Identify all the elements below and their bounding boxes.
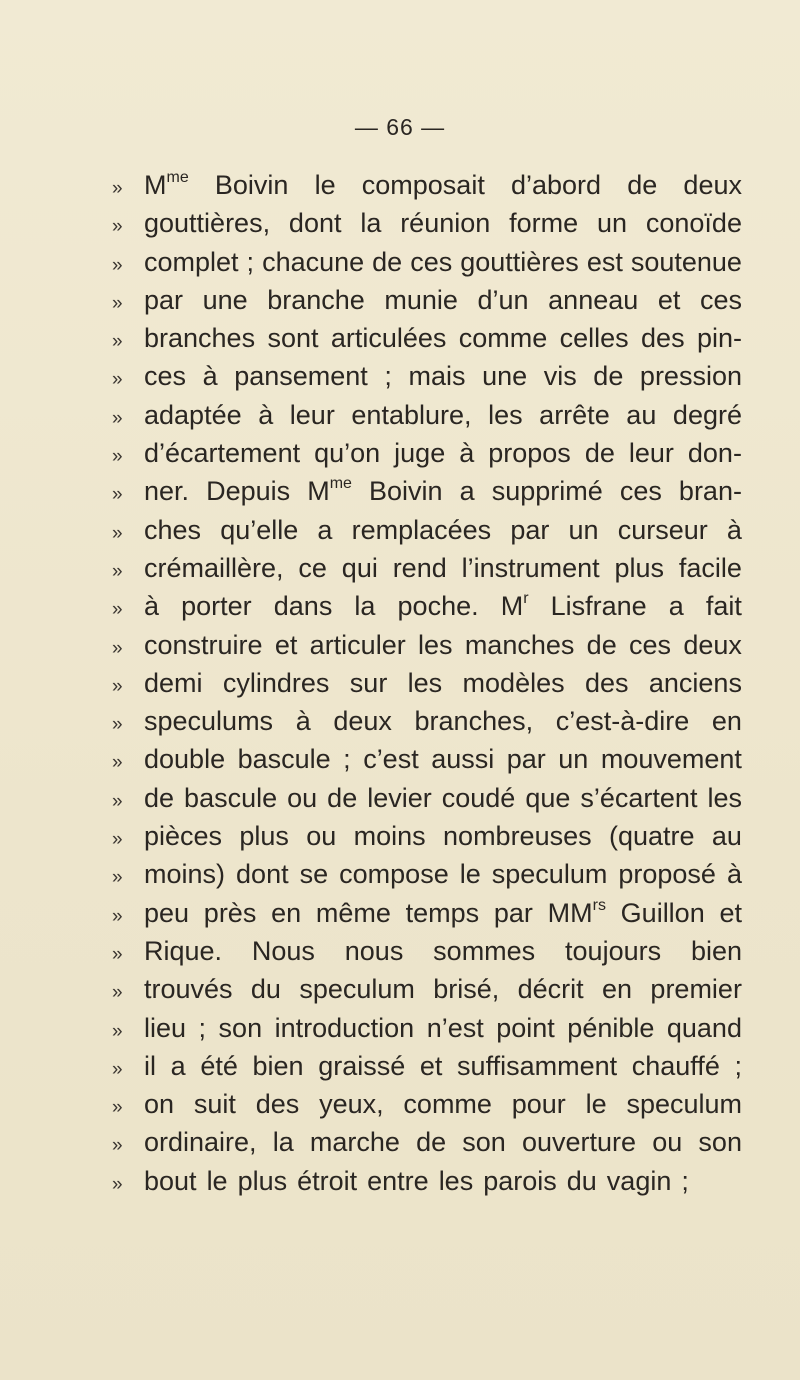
word: Nous: [251, 935, 315, 966]
word: ;: [734, 1050, 742, 1081]
quote-mark: »: [112, 637, 123, 659]
word: pansement: [234, 361, 368, 392]
word: bien: [690, 935, 742, 966]
quote-mark: »: [112, 943, 123, 965]
word: une: [202, 284, 248, 315]
line-content: [144, 974, 742, 1005]
quote-mark: »: [112, 1020, 123, 1042]
text-line: [112, 898, 742, 936]
word: le: [314, 170, 336, 200]
word: d’abord: [510, 170, 602, 200]
word: ches: [144, 514, 202, 545]
word: l’instrument: [461, 552, 600, 583]
word: par: [144, 284, 184, 315]
word: aussi: [431, 744, 495, 775]
word: qu’on: [314, 438, 381, 469]
word: articuler: [309, 629, 406, 660]
word: de: [593, 361, 624, 392]
word: à: [726, 514, 742, 545]
word: dont: [236, 859, 289, 890]
word: anciens: [648, 667, 742, 698]
word: par: [510, 514, 550, 545]
word: c’est: [363, 744, 419, 775]
word: ou: [306, 821, 337, 852]
word: ces: [410, 246, 453, 277]
word: d’écartement: [144, 438, 301, 469]
word: ordinaire,: [144, 1127, 257, 1158]
word: pression: [639, 361, 742, 392]
line-content: [144, 630, 742, 661]
quote-mark: »: [112, 178, 123, 199]
word: Guillon: [620, 897, 705, 928]
word: complet: [144, 246, 239, 277]
text-line: [112, 1089, 742, 1127]
word: bien: [252, 1050, 304, 1081]
line-content: [144, 706, 742, 737]
text-line: [112, 553, 742, 591]
word: du: [250, 974, 281, 1005]
word: branches: [144, 323, 256, 354]
word: deux: [683, 629, 742, 660]
word: sont: [267, 323, 319, 354]
word: a: [170, 1050, 186, 1081]
quote-mark: »: [112, 369, 123, 391]
word: a: [668, 591, 684, 622]
text-line: [112, 630, 742, 668]
word: gouttières,: [144, 208, 271, 239]
word: nombreuses: [443, 821, 592, 852]
text-line: [112, 1166, 742, 1204]
word: parois: [483, 1165, 557, 1196]
word: porter: [181, 591, 252, 622]
word: brisé,: [433, 974, 500, 1005]
line-content: [144, 208, 742, 239]
text-line: [112, 476, 742, 514]
line-content: [144, 591, 742, 622]
word: un: [568, 514, 599, 545]
word: à: [726, 859, 742, 890]
word: ces: [699, 284, 742, 315]
text-line: [112, 783, 742, 821]
word: et: [657, 284, 681, 315]
text-line: [112, 859, 742, 897]
word: conoïde: [645, 208, 742, 239]
word: trouvés: [144, 974, 233, 1005]
word: entre: [367, 1165, 429, 1196]
word: entablure,: [351, 399, 472, 430]
word: un: [558, 744, 589, 775]
word: premier: [650, 974, 742, 1005]
text-line: [112, 208, 742, 246]
word: yeux,: [319, 1089, 384, 1120]
line-content: [144, 285, 742, 316]
word: juge: [394, 438, 446, 469]
word: a: [317, 514, 333, 545]
word: dans: [273, 591, 333, 622]
quote-mark: »: [112, 752, 123, 774]
word: étroit: [297, 1165, 358, 1196]
word: ces: [629, 629, 672, 660]
quote-mark: »: [112, 599, 123, 621]
word: dont: [288, 208, 342, 239]
word: du: [566, 1165, 597, 1196]
word: composait: [361, 170, 485, 200]
word: son: [218, 1012, 263, 1043]
word: supprimé: [491, 476, 603, 507]
word: sur: [349, 667, 388, 698]
word: degré: [672, 399, 742, 430]
text-line: [112, 361, 742, 399]
word: au: [626, 399, 657, 430]
word: toujours: [565, 935, 662, 966]
word: soutenue: [630, 246, 742, 277]
word: ;: [343, 744, 351, 775]
word: chacune: [262, 246, 365, 277]
word: près: [203, 897, 257, 928]
word: à: [258, 399, 274, 430]
quote-mark: »: [112, 867, 123, 889]
word: ouverture: [521, 1127, 637, 1158]
word: des: [641, 323, 685, 354]
text-line: [112, 821, 742, 859]
word: le: [206, 1165, 228, 1196]
line-content: [144, 783, 742, 814]
word: vagin: [606, 1165, 672, 1196]
word: le: [459, 859, 481, 890]
text-line: [112, 706, 742, 744]
word: à: [144, 591, 160, 622]
word: $M^{me}$: [144, 169, 189, 200]
word: $M^{me}$: [307, 475, 352, 507]
line-content: [144, 898, 742, 929]
line-content: [144, 476, 742, 507]
text-line: [112, 170, 742, 208]
word: modèles: [462, 667, 565, 698]
word: coudé: [441, 782, 516, 813]
line-content: [144, 936, 742, 967]
text-line: [112, 323, 742, 361]
quote-mark: »: [112, 254, 123, 276]
line-content: [144, 859, 742, 890]
word: d’un: [477, 284, 529, 315]
quote-mark: »: [112, 522, 123, 544]
word: qu’elle: [220, 514, 299, 545]
word: mouvement: [600, 744, 742, 775]
quote-mark: »: [112, 407, 123, 429]
line-content: [144, 1089, 742, 1120]
word: ces: [144, 361, 187, 392]
text-line: [112, 936, 742, 974]
word: les: [418, 629, 453, 660]
line-content: [144, 170, 742, 201]
word: articulées: [330, 323, 447, 354]
line-content: [144, 247, 742, 278]
line-content: [144, 821, 742, 852]
line-content: [144, 361, 742, 392]
text-line: [112, 515, 742, 553]
word: adaptée: [144, 399, 242, 430]
word: à: [202, 361, 218, 392]
quote-mark: »: [112, 1058, 123, 1080]
word: curseur: [617, 514, 708, 545]
word: ou: [652, 1127, 683, 1158]
word: construire: [144, 629, 263, 660]
word: ;: [384, 361, 392, 392]
word: ou: [287, 782, 318, 813]
word: quand: [666, 1012, 742, 1043]
word: une: [482, 361, 528, 392]
word: que: [525, 782, 571, 813]
word: lieu: [144, 1012, 187, 1043]
word: la: [360, 208, 382, 239]
word: levier: [367, 782, 432, 813]
word: même: [315, 897, 391, 928]
word: ner.: [144, 476, 190, 507]
word: par: [506, 744, 546, 775]
text-line: [112, 400, 742, 438]
word: les: [407, 667, 443, 698]
line-content: [144, 744, 742, 775]
word: son: [462, 1127, 506, 1158]
text-line: [112, 247, 742, 285]
line-content: [144, 1127, 742, 1158]
word: speculum: [299, 974, 415, 1005]
word: qui: [341, 552, 378, 583]
word: été: [200, 1050, 238, 1081]
word: branche: [267, 284, 365, 315]
word: des: [255, 1089, 300, 1120]
word: les: [707, 782, 742, 813]
word: le: [585, 1089, 607, 1120]
line-content: [144, 668, 742, 699]
word: deux: [683, 170, 742, 200]
word: réunion: [400, 208, 491, 239]
word: on: [144, 1089, 175, 1120]
quote-mark: »: [112, 1097, 123, 1119]
quote-mark: »: [112, 829, 123, 851]
word: introduction: [274, 1012, 415, 1043]
word: Boivin: [369, 476, 443, 507]
word: il: [144, 1050, 156, 1081]
word: les: [438, 1165, 474, 1196]
word: don-: [687, 438, 742, 469]
page-number: — 66 —: [354, 114, 446, 140]
word: nous: [344, 935, 404, 966]
word: a: [459, 476, 475, 507]
word: chauffé: [631, 1050, 720, 1081]
word: ;: [681, 1165, 689, 1196]
quote-mark: »: [112, 905, 123, 927]
word: leur: [289, 399, 335, 430]
line-content: [144, 515, 742, 546]
word: facile: [678, 552, 742, 583]
word: s’écartent: [580, 782, 698, 813]
word: se: [299, 859, 329, 890]
word: pin-: [696, 323, 742, 354]
word: en: [602, 974, 633, 1005]
word: crémaillère,: [144, 552, 284, 583]
quote-mark: »: [112, 484, 123, 506]
line-content: [144, 400, 742, 431]
word: poche.: [397, 591, 479, 622]
word: leur: [628, 438, 674, 469]
word: est: [586, 246, 623, 277]
word: anneau: [548, 284, 639, 315]
word: de: [627, 170, 658, 200]
text-line: [112, 438, 742, 476]
word: bascule: [184, 782, 278, 813]
word: par: [493, 897, 533, 928]
word: c’est-à-dire: [555, 706, 690, 737]
word: de: [144, 782, 175, 813]
word: mais: [408, 361, 466, 392]
word: propos: [488, 438, 571, 469]
word: à: [295, 706, 311, 737]
word: en: [271, 897, 302, 928]
word: deux: [333, 706, 392, 737]
word: (quatre: [608, 821, 695, 852]
word: pour: [511, 1089, 566, 1120]
word: plus: [239, 821, 289, 852]
word: comme: [403, 1089, 492, 1120]
word: speculum: [626, 1089, 742, 1120]
word: de: [372, 246, 403, 277]
quote-mark: »: [112, 331, 123, 353]
word: moins: [353, 821, 426, 852]
word: munie: [384, 284, 458, 315]
word: Depuis: [206, 476, 291, 507]
line-content: [144, 553, 742, 584]
word: double: [144, 744, 226, 775]
text-line: [112, 668, 742, 706]
text-line: [112, 974, 742, 1012]
line-content: [144, 1013, 742, 1044]
word: point: [496, 1012, 555, 1043]
quote-mark: »: [112, 1135, 123, 1157]
word: celles: [559, 323, 629, 354]
word: remplacées: [351, 514, 492, 545]
word: la: [272, 1127, 294, 1158]
word: bran-: [678, 476, 742, 507]
word: des: [584, 667, 629, 698]
quote-mark: »: [112, 446, 123, 468]
word: suffisamment: [457, 1050, 618, 1081]
quote-mark: »: [112, 675, 123, 697]
word: demi: [144, 667, 203, 698]
quote-mark: »: [112, 982, 123, 1004]
text-line: [112, 1127, 742, 1165]
word: Lisfrane: [550, 591, 647, 622]
quote-mark: »: [112, 560, 123, 582]
word: cylindres: [222, 667, 330, 698]
word: bascule: [237, 744, 331, 775]
word: rend: [392, 552, 447, 583]
word: ce: [298, 552, 327, 583]
word: pénible: [567, 1012, 655, 1043]
word: et: [274, 629, 298, 660]
word: au: [711, 821, 742, 852]
word: speculum: [491, 859, 608, 890]
word: décrit: [517, 974, 584, 1005]
word: et: [419, 1050, 443, 1081]
word: bout: [144, 1165, 197, 1196]
word: marche: [309, 1127, 400, 1158]
word: n’est: [426, 1012, 484, 1043]
quote-mark: »: [112, 1173, 123, 1195]
word: de: [584, 438, 615, 469]
text-line: [112, 591, 742, 629]
word: un: [596, 208, 628, 239]
word: comme: [458, 323, 548, 354]
word: ;: [246, 246, 255, 277]
quote-mark: »: [112, 292, 123, 314]
word: son: [698, 1127, 742, 1158]
word: plus: [614, 552, 665, 583]
word: de: [416, 1127, 447, 1158]
word: peu: [144, 897, 190, 928]
word: $M^r$: [500, 590, 529, 622]
word: la: [354, 591, 376, 622]
word: suit: [193, 1089, 236, 1120]
word: et: [719, 897, 742, 928]
text-line: [112, 285, 742, 323]
line-content: [144, 1166, 742, 1197]
line-content: [144, 323, 742, 354]
word: compose: [339, 859, 449, 890]
word: ces: [619, 476, 662, 507]
word: gouttières: [460, 246, 579, 277]
paragraph-text: [112, 170, 742, 1204]
word: proposé: [618, 859, 716, 890]
word: branches,: [414, 706, 534, 737]
quote-mark: »: [112, 790, 123, 812]
word: Boivin: [214, 170, 289, 200]
word: sommes: [433, 935, 536, 966]
word: graissé: [318, 1050, 406, 1081]
line-content: [144, 1051, 742, 1082]
word: speculums: [144, 706, 274, 737]
word: à: [459, 438, 475, 469]
word: les: [488, 399, 523, 430]
word: ;: [198, 1012, 207, 1043]
quote-mark: »: [112, 216, 123, 238]
text-line: [112, 1013, 742, 1051]
word: Rique.: [144, 935, 223, 966]
word: temps: [405, 897, 480, 928]
word: arrête: [539, 399, 610, 430]
word: fait: [705, 591, 742, 622]
quote-mark: »: [112, 714, 123, 736]
word: vis: [543, 361, 577, 392]
word: en: [711, 706, 742, 737]
word: plus: [237, 1165, 288, 1196]
text-line: [112, 744, 742, 782]
word: de: [327, 782, 358, 813]
word: de: [586, 629, 617, 660]
word: $MM^{rs}$: [547, 896, 606, 928]
line-content: [144, 438, 742, 469]
word: pièces: [144, 821, 223, 852]
word: moins): [144, 859, 226, 890]
text-line: [112, 1051, 742, 1089]
word: forme: [509, 208, 579, 239]
word: manches: [464, 629, 575, 660]
